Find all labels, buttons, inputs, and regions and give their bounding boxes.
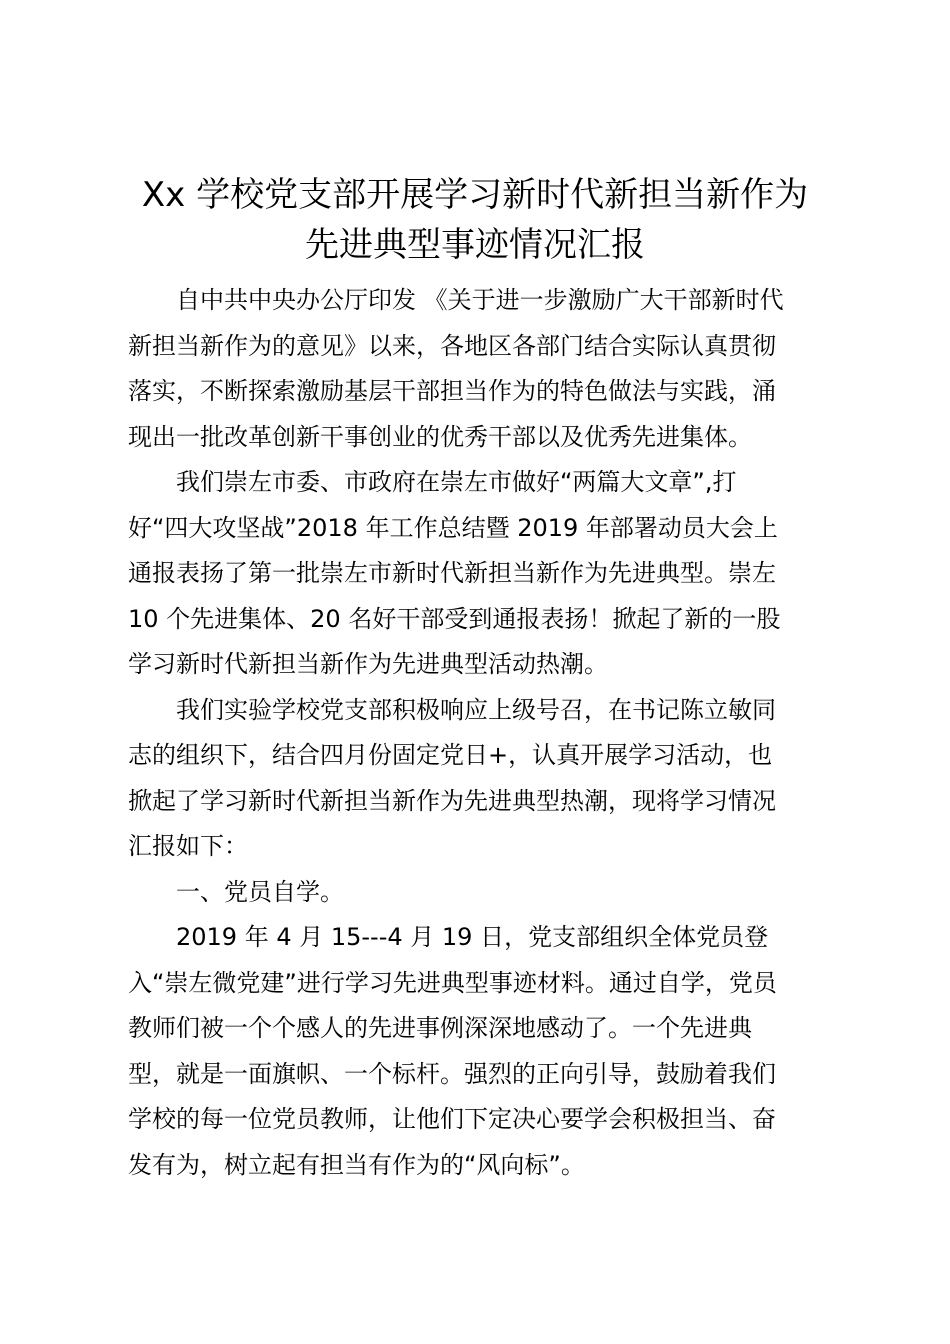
body-line: 学习新时代新担当新作为先进典型活动热潮。	[128, 650, 608, 678]
body-line: 学校的每一位党员教师，让他们下定决心要学会积极担当、奋	[128, 1105, 776, 1133]
body-line: 我们崇左市委、市政府在崇左市做好“两篇大文章”,打	[128, 468, 737, 496]
body-line: 汇报如下：	[128, 832, 248, 860]
body-line: 掀起了学习新时代新担当新作为先进典型热潮，现将学习情况	[128, 786, 776, 815]
body-line: 入“崇左微党建”进行学习先进典型事迹材料。通过自学，党员	[128, 968, 777, 997]
title-line-1: Xx 学校党支部开展学习新时代新担当新作为	[141, 175, 809, 215]
body-line: 新担当新作为的意见》以来，各地区各部门结合实际认真贯彻	[128, 331, 776, 360]
body-line: 2019 年 4 月 15---4 月 19 日，党支部组织全体党员登	[128, 923, 769, 951]
title-line-2: 先进典型事迹情况汇报	[305, 225, 645, 265]
document-body	[128, 278, 828, 1188]
body-line: 通报表扬了第一批崇左市新时代新担当新作为先进典型。崇左	[128, 559, 776, 587]
body-line: 我们实验学校党支部积极响应上级号召，在书记陈立敏同	[128, 695, 776, 724]
body-line: 落实，不断探索激励基层干部担当作为的特色做法与实践，涌	[128, 377, 776, 405]
body-line: 型，就是一面旗帜、一个标杆。强烈的正向引导，鼓励着我们	[128, 1059, 776, 1088]
body-line: 自中共中央办公厅印发 《关于进一步激励广大干部新时代	[128, 286, 784, 314]
body-line: 10 个先进集体、20 名好干部受到通报表扬！掀起了新的一股	[128, 604, 781, 633]
body-line: 好“四大攻坚战”2018 年工作总结暨 2019 年部署动员大会上	[128, 513, 778, 542]
body-line: 志的组织下，结合四月份固定党日+，认真开展学习活动，也	[128, 741, 773, 769]
document-title	[80, 170, 870, 270]
section-heading: 一、党员自学。	[128, 877, 344, 906]
body-line: 发有为，树立起有担当有作为的“风向标”。	[128, 1150, 585, 1179]
body-line: 现出一批改革创新干事创业的优秀干部以及优秀先进集体。	[128, 422, 752, 451]
body-line: 教师们被一个个感人的先进事例深深地感动了。一个先进典	[128, 1014, 752, 1042]
